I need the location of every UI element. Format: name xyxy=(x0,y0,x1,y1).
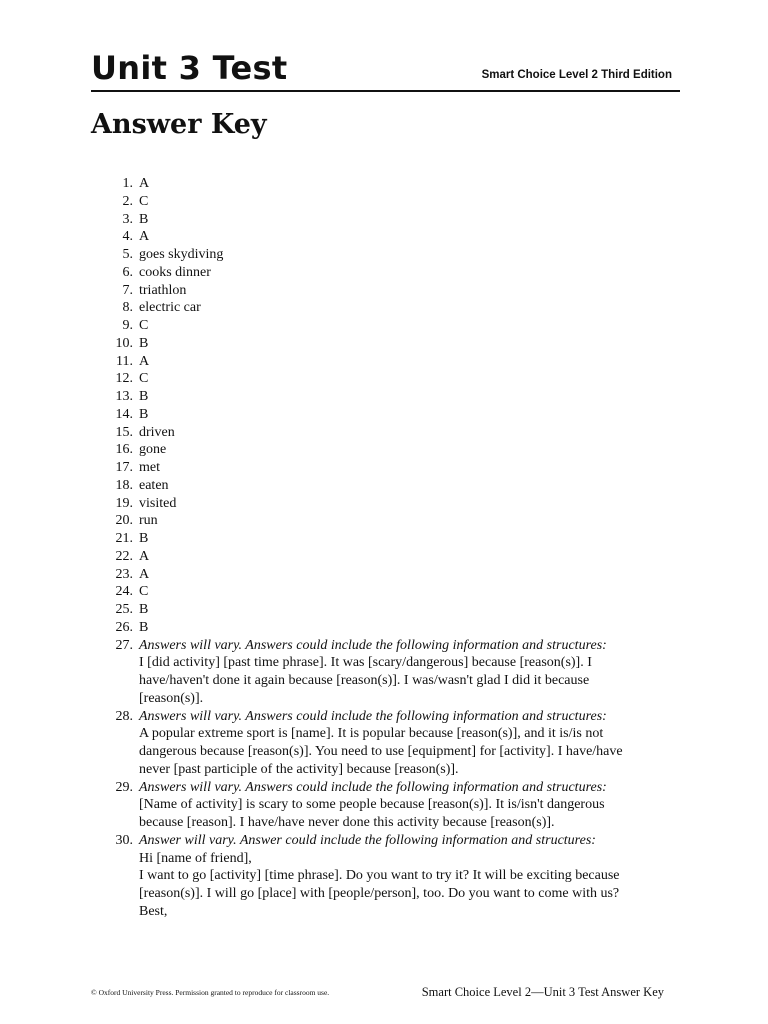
answer-number: 10. xyxy=(115,335,133,351)
answer-body xyxy=(139,228,691,246)
answer-body xyxy=(139,779,691,832)
answer-item xyxy=(91,228,691,246)
answer-item xyxy=(91,548,691,566)
answer-item xyxy=(91,264,691,282)
answer-number: 6. xyxy=(122,264,133,280)
answer-body xyxy=(139,424,691,442)
answer-number: 30. xyxy=(115,832,133,848)
answer-body xyxy=(139,566,691,584)
answer-number: 9. xyxy=(122,318,133,333)
answer-text: run xyxy=(139,513,158,529)
answer-note: Answers will vary. Answers could include the following information and structures: xyxy=(139,708,607,724)
answer-text: gone xyxy=(139,442,167,458)
answer-body xyxy=(139,317,691,335)
answer-number: 15. xyxy=(115,424,133,440)
answer-body xyxy=(139,619,691,637)
answer-text: C xyxy=(139,371,149,387)
answer-number: 19. xyxy=(115,495,133,511)
answer-body xyxy=(139,193,691,211)
answer-key-heading: Answer Key xyxy=(91,109,267,140)
answer-item xyxy=(91,441,691,459)
answer-item xyxy=(91,211,691,229)
answer-item xyxy=(91,175,691,193)
answer-item xyxy=(91,601,691,619)
answer-body xyxy=(139,583,691,601)
answer-item xyxy=(91,637,691,708)
answer-text: B xyxy=(139,211,149,227)
answer-note: Answer will vary. Answer could include the following information and structures: xyxy=(139,832,596,848)
answer-text: driven xyxy=(139,424,175,440)
page-header xyxy=(91,48,680,92)
answer-number: 4. xyxy=(122,229,133,245)
answer-body xyxy=(139,601,691,619)
answer-body xyxy=(139,708,691,779)
answer-number: 26. xyxy=(115,619,133,635)
answer-number: 22. xyxy=(115,548,133,564)
answer-item xyxy=(91,282,691,300)
answer-item xyxy=(91,708,691,779)
answer-item xyxy=(91,495,691,513)
answer-number: 3. xyxy=(122,211,133,227)
answer-item xyxy=(91,388,691,406)
answer-text: cooks dinner xyxy=(139,264,211,280)
answer-body xyxy=(139,299,691,317)
answer-body xyxy=(139,459,691,477)
answer-item xyxy=(91,512,691,530)
answer-number: 23. xyxy=(115,566,133,582)
answer-body xyxy=(139,832,691,921)
answer-number: 25. xyxy=(115,602,133,617)
answer-number: 13. xyxy=(115,389,133,404)
answer-number: 5. xyxy=(122,247,133,262)
answer-item xyxy=(91,477,691,495)
answer-body xyxy=(139,175,691,193)
answer-body xyxy=(139,335,691,353)
answer-item xyxy=(91,619,691,637)
answer-note: Answers will vary. Answers could include the following information and structures: xyxy=(139,637,607,653)
answer-item xyxy=(91,459,691,477)
answer-text: Hi [name of friend], I want to go [activity] [time phrase]. Do you want to try it? It will be exciting because [reason(s)]. I will go [place] with [people/person], too. Do you want to come with us? Best, xyxy=(139,850,620,919)
answer-text: A xyxy=(139,566,150,582)
answer-number: 12. xyxy=(115,371,133,387)
answer-item xyxy=(91,424,691,442)
answer-item xyxy=(91,335,691,353)
answer-number: 2. xyxy=(122,193,133,209)
answer-item xyxy=(91,246,691,264)
answer-text: B xyxy=(139,531,149,546)
answer-body xyxy=(139,477,691,495)
answer-list xyxy=(91,175,691,921)
answer-number: 21. xyxy=(115,531,133,546)
answer-text: A xyxy=(139,176,150,191)
answer-body xyxy=(139,264,691,282)
answer-number: 20. xyxy=(115,513,133,529)
edition-label: Smart Choice Level 2 Third Edition xyxy=(481,69,672,81)
answer-number: 27. xyxy=(115,637,133,653)
answer-body xyxy=(139,282,691,300)
answer-body xyxy=(139,388,691,406)
answer-number: 8. xyxy=(122,300,133,316)
answer-text: B xyxy=(139,619,149,635)
answer-text: [Name of activity] is scary to some people because [reason(s)]. It is/isn't dangerous because [reason]. I have/have never done this activity because [reason(s)]. xyxy=(139,797,605,830)
answer-item xyxy=(91,317,691,335)
answer-text: C xyxy=(139,193,149,209)
answer-text: I [did activity] [past time phrase]. It was [scary/dangerous] because [reason(s)]. I have/haven't done it again because [reason(s)]. I was/wasn't glad I did it because [reason(s)]. xyxy=(139,655,592,706)
answer-body xyxy=(139,211,691,229)
answer-number: 14. xyxy=(115,406,133,422)
page-title: Unit 3 Test xyxy=(91,49,288,87)
answer-item xyxy=(91,193,691,211)
answer-number: 24. xyxy=(115,584,133,600)
answer-body xyxy=(139,548,691,566)
answer-item xyxy=(91,406,691,424)
answer-text: A xyxy=(139,229,150,245)
answer-text: electric car xyxy=(139,300,201,316)
answer-text: B xyxy=(139,335,149,351)
answer-item xyxy=(91,583,691,601)
answer-number: 7. xyxy=(122,282,133,298)
answer-body xyxy=(139,637,691,708)
answer-text: met xyxy=(139,460,160,475)
answer-number: 29. xyxy=(115,779,133,795)
answer-text: triathlon xyxy=(139,282,187,298)
answer-number: 28. xyxy=(115,708,133,724)
answer-item xyxy=(91,353,691,371)
answer-text: A xyxy=(139,548,150,564)
answer-text: A popular extreme sport is [name]. It is popular because [reason(s)], and it is/is not dangerous because [reason(s)]. You need to use [equipment] for [activity]. I have/have never [past participle of the activity] because [reason(s)]. xyxy=(139,726,623,777)
answer-item xyxy=(91,779,691,832)
answer-number: 16. xyxy=(115,442,133,458)
answer-body xyxy=(139,406,691,424)
copyright-notice: © Oxford University Press. Permission granted to reproduce for classroom use. xyxy=(91,988,330,997)
answer-item xyxy=(91,832,691,921)
answer-note: Answers will vary. Answers could include the following information and structures: xyxy=(139,779,607,795)
answer-number: 1. xyxy=(122,176,133,191)
answer-text: B xyxy=(139,406,149,422)
answer-item xyxy=(91,530,691,548)
answer-text: C xyxy=(139,318,149,333)
answer-number: 11. xyxy=(116,353,133,369)
answer-number: 17. xyxy=(115,460,133,475)
answer-body xyxy=(139,495,691,513)
answer-item xyxy=(91,299,691,317)
answer-text: visited xyxy=(139,495,177,511)
answer-body xyxy=(139,530,691,548)
answer-number: 18. xyxy=(115,477,133,493)
answer-body xyxy=(139,353,691,371)
answer-item xyxy=(91,566,691,584)
answer-text: eaten xyxy=(139,477,169,493)
answer-body xyxy=(139,441,691,459)
answer-body xyxy=(139,370,691,388)
footer-page-label: Smart Choice Level 2—Unit 3 Test Answer Key xyxy=(421,985,664,999)
answer-text: goes skydiving xyxy=(139,247,224,262)
answer-text: C xyxy=(139,584,149,600)
answer-item xyxy=(91,370,691,388)
answer-body xyxy=(139,246,691,264)
answer-text: B xyxy=(139,602,149,617)
answer-body xyxy=(139,512,691,530)
answer-text: B xyxy=(139,389,149,404)
answer-text: A xyxy=(139,353,150,369)
